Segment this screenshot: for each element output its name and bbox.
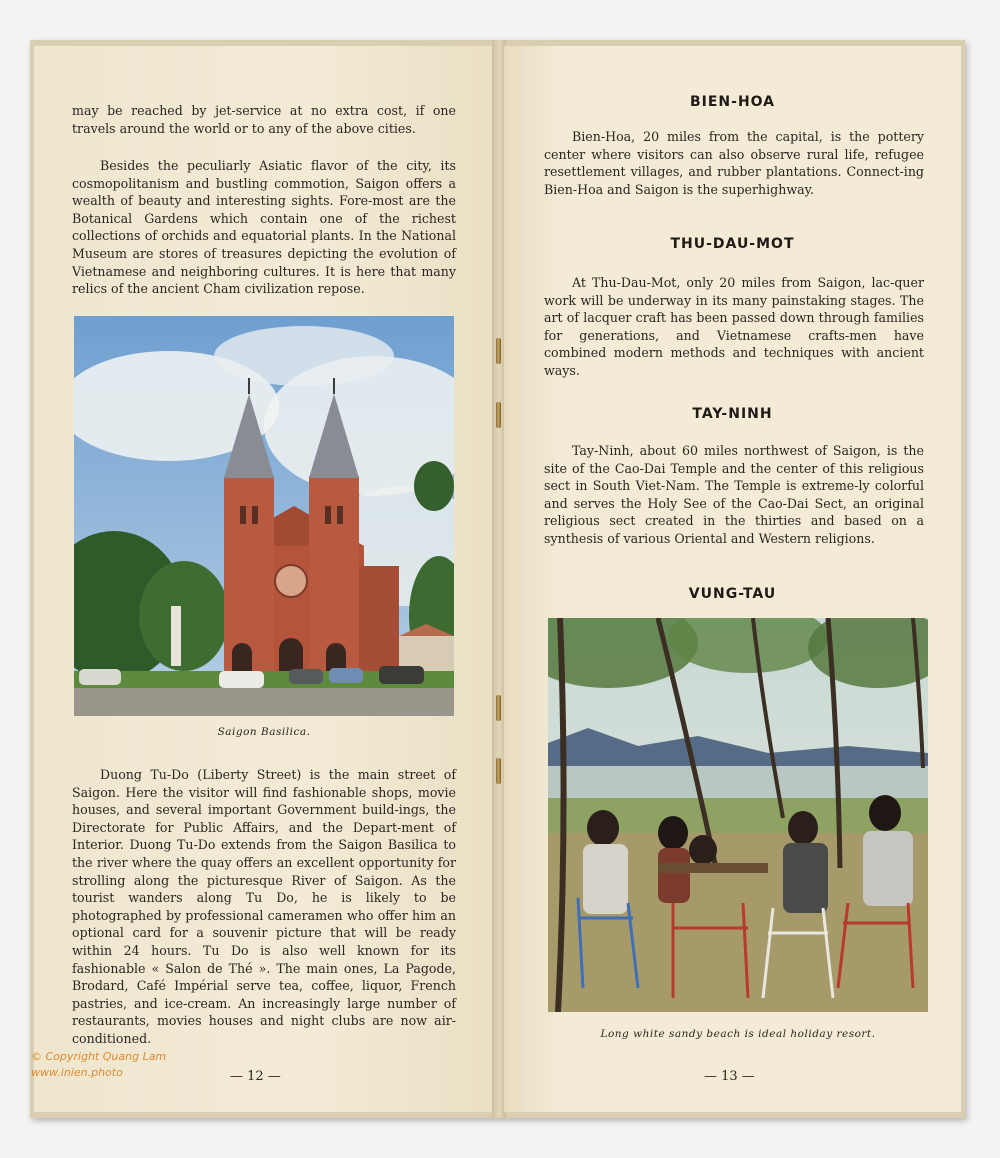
website-watermark: www.inien.photo: [31, 1066, 123, 1079]
page-number-left: — 12 —: [230, 1069, 281, 1084]
copyright-watermark: © Copyright Quang Lam: [31, 1050, 167, 1063]
paragraph-tay-ninh: Tay-Ninh, about 60 miles northwest of Saigon, is the site of the Cao-Dai Temple and the center of this religious sect in South Viet-Nam. The Temple is extreme-ly colorful and serves the Holy See of the Cao-Dai Sect, an original religious sect created in the thirties and based on a synthesis of various Oriental and Western religions.: [544, 443, 924, 546]
basilica-photo-caption: Saigon Basilica.: [217, 726, 311, 738]
paragraph-duong-tu-do: Duong Tu-Do (Liberty Street) is the main street of Saigon. Here the visitor will find fashionable shops, movie houses, and several important Government build-ings, the Directorate for Public Affairs, and the Depart-ment of Interior. Duong Tu-Do extends from the Saigon Basilica to the river where the quay offers an excellent opportunity for strolling along the picturesque River of Saigon. As the tourist wanders along Tu Do, he is likely to be photographed by professional cameramen who offer him an optional card for a souvenir picture that will be ready within 24 hours. Tu Do is also well known for its fashionable « Salon de Thé ». The main ones, La Pagode, Brodard, Café Impérial serve tea, coffee, liquor, French pastries, and ice-cream. An increasingly large number of restaurants, movies houses and night clubs are now air-conditioned.: [72, 767, 456, 1046]
heading-bien-hoa: BIEN-HOA: [689, 94, 776, 110]
staple-1: [496, 338, 501, 364]
staple-4: [496, 758, 501, 784]
paragraph-bien-hoa: Bien-Hoa, 20 miles from the capital, is the pottery center where visitors can also observe rural life, refugee resettlement villages, and rubber plantations. Connect-ing Bien-Hoa and Saigon is the superhighway.: [544, 129, 924, 197]
vung-tau-beach-photo: [548, 618, 928, 1012]
right-page: [504, 46, 961, 1112]
heading-vung-tau: VUNG-TAU: [688, 586, 777, 602]
beach-photo-caption: Long white sandy beach is ideal holiday resort.: [600, 1028, 876, 1040]
basilica-illustration: [74, 316, 454, 716]
heading-tay-ninh: TAY-NINH: [692, 406, 773, 422]
paragraph-thu-dau-mot: At Thu-Dau-Mot, only 20 miles from Saigon, lac-quer work will be underway in its many painstaking stages. The art of lacquer craft has been passed down through families for generations, and Vietnamese crafts-men have combined modern methods and techniques with ancient ways.: [544, 275, 924, 378]
page-number-right: — 13 —: [704, 1069, 755, 1084]
saigon-basilica-photo: [74, 316, 454, 716]
heading-thu-dau-mot: THU-DAU-MOT: [670, 236, 795, 252]
staple-3: [496, 695, 501, 721]
beach-illustration: [548, 618, 928, 1012]
left-page: [34, 46, 496, 1112]
open-booklet: [30, 40, 965, 1118]
paragraph-jet-service: may be reached by jet-service at no extra cost, if one travels around the world or to any of the above cities.: [72, 103, 456, 136]
staple-2: [496, 402, 501, 428]
paragraph-saigon-sights: Besides the peculiarly Asiatic flavor of the city, its cosmopolitanism and bustling commotion, Saigon offers a wealth of beauty and interesting sights. Fore-most are the Botanical Gardens which contain one of the richest collections of orchids and equatorial plants. In the National Museum are stores of treasures depicting the evolution of Vietnamese and neighboring cultures. It is here that many relics of the ancient Cham civilization repose.: [72, 158, 456, 297]
